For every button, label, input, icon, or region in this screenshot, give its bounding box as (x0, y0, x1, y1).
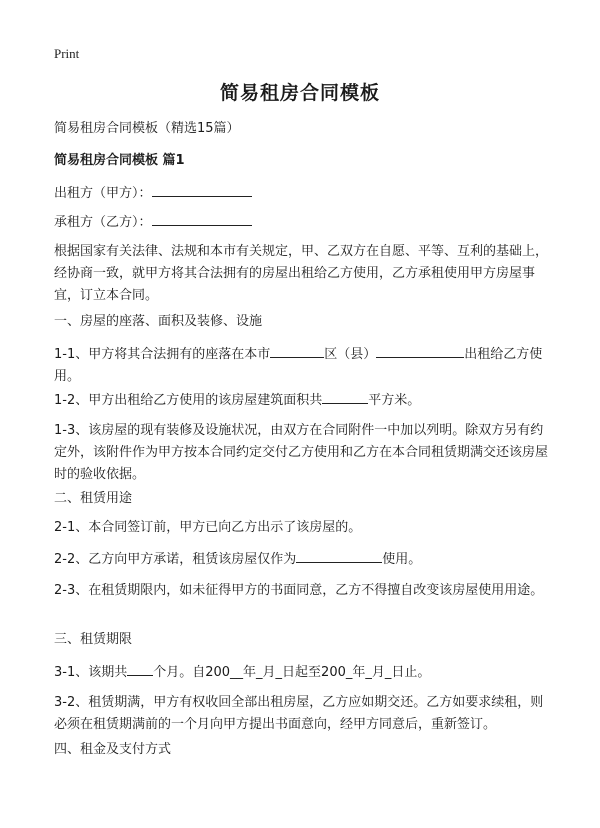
clause-2-2-part-b: 使用。 (382, 552, 422, 567)
clause-1-1 (54, 343, 554, 388)
section-heading: 简易租房合同模板 篇1 (54, 153, 185, 168)
lessee-blank (152, 211, 252, 226)
clause-1-1-part-c: 出租给乙方使用。 (54, 347, 543, 384)
area-blank (322, 389, 368, 404)
lessor-label: 出租方（甲方）： (54, 186, 152, 201)
clause-1-2-part-a: 1-2、甲方出租给乙方使用的该房屋建筑面积共 (54, 393, 323, 408)
section-1-heading: 一、房屋的座落、面积及装修、设施 (54, 314, 263, 329)
clause-1-1-part-b: 区（县） (324, 347, 377, 362)
clause-3-1-part-b: 个月。自200__年_月_日起至200_年_月_日止。 (153, 665, 431, 680)
address-blank (376, 343, 464, 358)
print-link[interactable]: Print (54, 46, 80, 61)
section-2-heading: 二、租赁用途 (54, 491, 133, 506)
usage-blank (296, 548, 382, 563)
clause-2-3: 2-3、在租赁期限内，如未征得甲方的书面同意，乙方不得擅自改变该房屋使用用途。 (54, 583, 544, 598)
lessor-line (54, 182, 554, 205)
clause-2-2 (54, 548, 554, 571)
clause-2-2-part-a: 2-2、乙方向甲方承诺，租赁该房屋仅作为 (54, 552, 297, 567)
lessee-line (54, 211, 554, 234)
clause-1-2 (54, 389, 554, 412)
section-4-heading: 四、租金及支付方式 (54, 742, 172, 757)
document-subtitle: 简易租房合同模板（精选15篇） (54, 121, 240, 136)
intro-paragraph: 根据国家有关法律、法规和本市有关规定，甲、乙双方在自愿、平等、互利的基础上，经协商一致，就甲方将其合法拥有的房屋出租给乙方使用，乙方承租使用甲方房屋事宜，订立本合同。 (54, 244, 549, 303)
clause-3-1-part-a: 3-1、该期共 (54, 665, 128, 680)
lessor-blank (152, 182, 252, 197)
district-blank (270, 343, 324, 358)
clause-1-1-part-a: 1-1、甲方将其合法拥有的座落在本市 (54, 347, 271, 362)
months-blank (127, 661, 153, 676)
document-title: 简易租房合同模板 (219, 82, 380, 104)
clause-1-3: 1-3、该房屋的现有装修及设施状况，由双方在合同附件一中加以列明。除双方另有约定外，该附件作为甲方按本合同约定交付乙方使用和乙方在本合同租赁期满交还该房屋时的验收依据。 (54, 423, 549, 482)
section-3-heading: 三、租赁期限 (54, 632, 133, 647)
clause-3-2: 3-2、租赁期满，甲方有权收回全部出租房屋，乙方应如期交还。乙方如要求续租，则必须在租赁期满前的一个月向甲方提出书面意向，经甲方同意后，重新签订。 (54, 695, 544, 732)
clause-3-1 (54, 661, 554, 684)
clause-2-1: 2-1、本合同签订前，甲方已向乙方出示了该房屋的。 (54, 520, 362, 535)
lessee-label: 承租方（乙方）： (54, 215, 152, 230)
clause-1-2-part-b: 平方米。 (368, 393, 421, 408)
